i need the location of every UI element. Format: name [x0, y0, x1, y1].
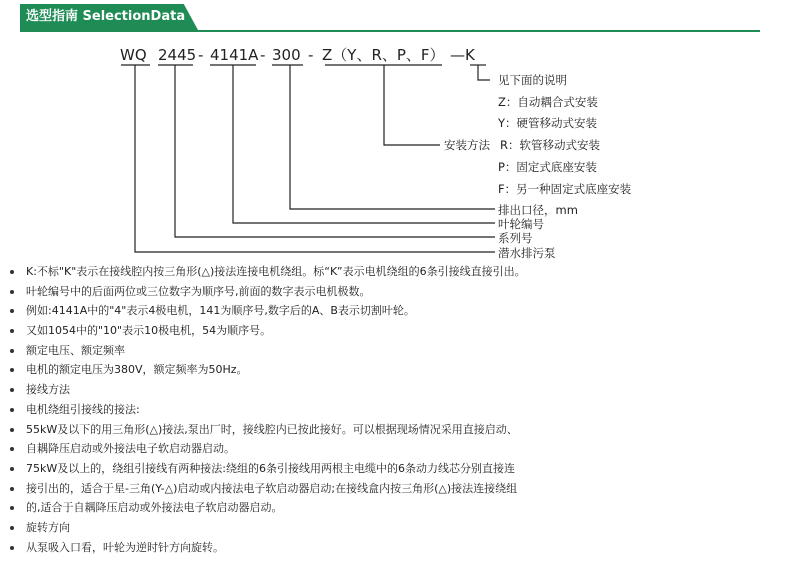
- legend-z: Z：自动耦合式安装: [498, 95, 598, 109]
- code-dash-3: -: [308, 46, 314, 64]
- list-item: 旋转方向: [26, 518, 526, 538]
- list-item: 接引出的，适合于星-三角(Y-△)启动或内接法电子软启动器启动;在接线盒内按三角形(△)接法连接绕组: [26, 479, 526, 499]
- list-item: 电机绕组引接线的接法:: [26, 400, 526, 420]
- list-item: 叶轮编号中的后面两位或三位数字为顺序号,前面的数字表示电机极数。: [26, 282, 526, 302]
- header-title: 选型指南 SelectionData: [26, 9, 186, 24]
- legend-r: R：软管移动式安装: [500, 138, 600, 152]
- code-dash-2: -: [260, 46, 266, 64]
- list-item: 电机的额定电压为380V，额定频率为50Hz。: [26, 360, 526, 380]
- code-series: 2445: [158, 46, 197, 64]
- list-item: 75kW及以上的，绕组引接线有两种接法:绕组的6条引接线用两根主电缆中的6条动力线芯分别直接连: [26, 459, 526, 479]
- legend-impeller: 叶轮编号: [498, 217, 544, 231]
- list-item: 从泵吸入口看，叶轮为逆时针方向旋转。: [26, 538, 526, 558]
- list-item: K:不标"K"表示在接线腔内按三角形(△)接法连接电机绕组。标“K”表示电机绕组的6条引接线直接引出。: [26, 262, 526, 282]
- code-outlet: 300: [272, 46, 301, 64]
- code-impeller: 4141A: [210, 46, 259, 64]
- legend-outlet: 排出口径，mm: [498, 203, 578, 217]
- legend-series: 系列号: [498, 231, 533, 245]
- code-install: Z（Y、R、P、F）: [322, 46, 445, 64]
- legend-k-note: 见下面的说明: [498, 73, 567, 87]
- legend-install-method: 安装方法: [444, 138, 490, 152]
- legend-f: F：另一种固定式底座安装: [498, 182, 632, 196]
- list-item: 接线方法: [26, 380, 526, 400]
- legend-y: Y：硬管移动式安装: [498, 116, 598, 130]
- legend-p: P：固定式底座安装: [498, 160, 597, 174]
- model-code-svg: [0, 34, 800, 264]
- list-item: 自耦降压启动或外接法电子软启动器启动。: [26, 439, 526, 459]
- legend-pump: 潜水排污泵: [498, 246, 556, 260]
- list-item: 55kW及以下的用三角形(△)接法,泵出厂时，接线腔内已按此接好。可以根据现场情况采用直接启动、: [26, 420, 526, 440]
- section-header: [0, 0, 760, 34]
- list-item: 的,适合于自耦降压启动或外接法电子软启动器启动。: [26, 498, 526, 518]
- code-k: —K: [450, 46, 475, 64]
- code-dash-1: -: [198, 46, 204, 64]
- code-wq: WQ: [120, 46, 147, 64]
- model-code-diagram: [0, 34, 800, 264]
- notes-list: [0, 262, 526, 557]
- header-underline: [20, 30, 760, 32]
- list-item: 又如1054中的"10"表示10极电机，54为顺序号。: [26, 321, 526, 341]
- leader-lines: [135, 65, 495, 252]
- list-item: 例如:4141A中的"4"表示4极电机，141为顺序号,数字后的A、B表示切割叶轮。: [26, 301, 526, 321]
- list-item: 额定电压、额定频率: [26, 341, 526, 361]
